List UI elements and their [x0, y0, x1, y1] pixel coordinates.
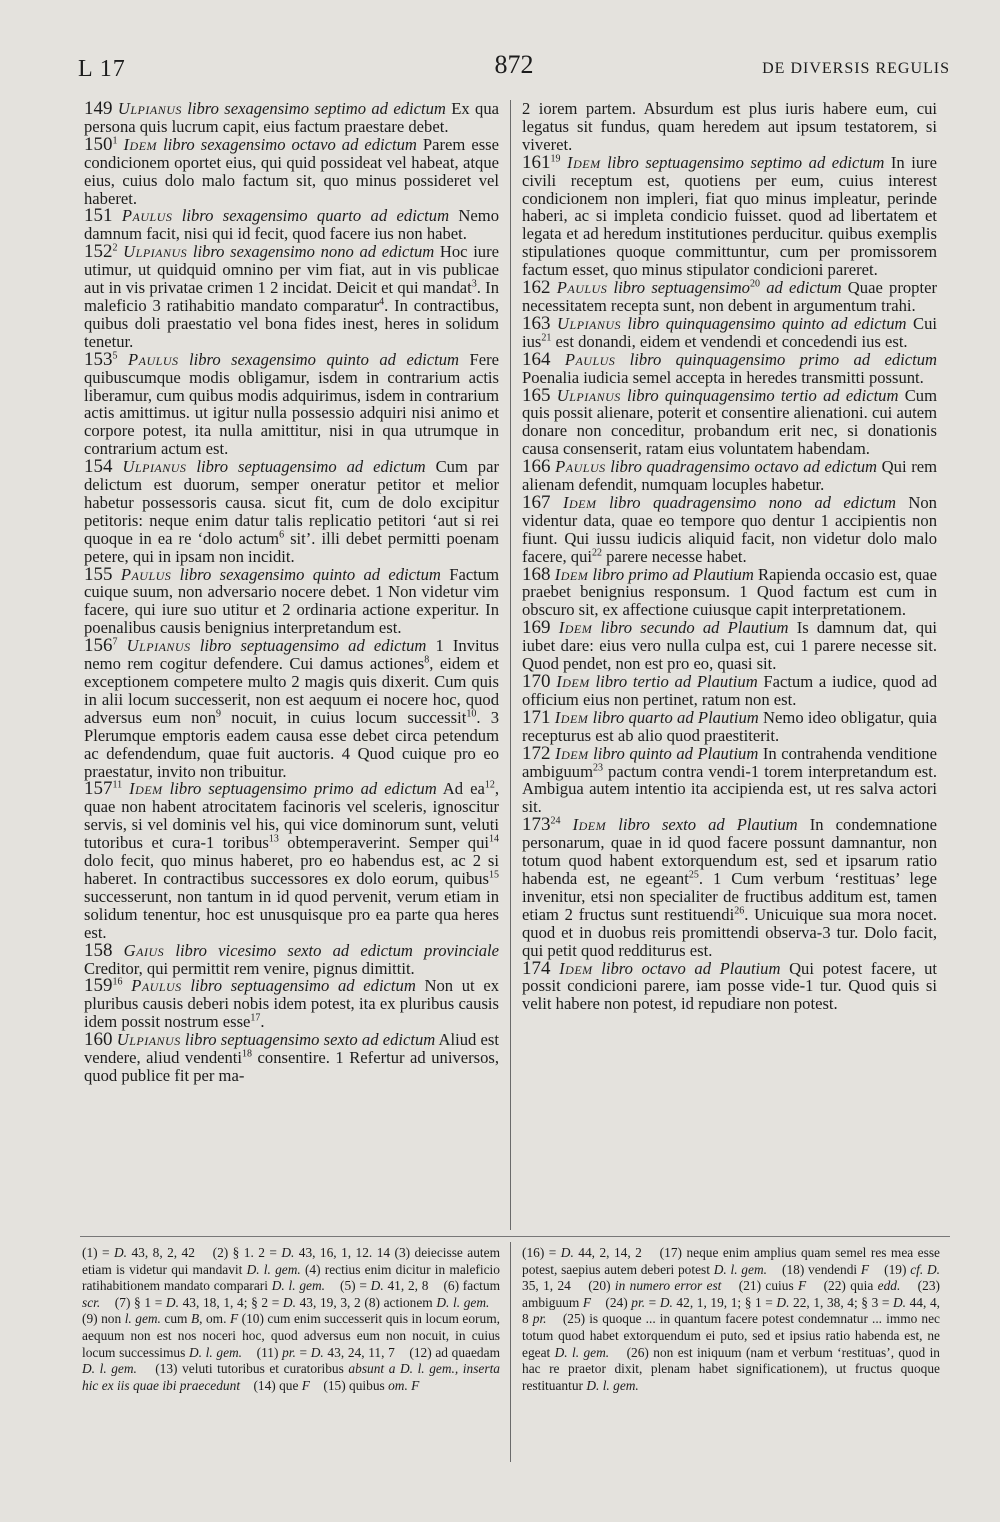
paragraph: $159^{16}$ Paulus libro septuagensimo ad edictum Non ut ex pluribus causis deberi nobis idem potest, ita ex pluribus causis idem possit nostrum esse$^{17}$.	[84, 975, 499, 1032]
footnote-rule	[80, 1236, 950, 1237]
book-reference: L 17	[78, 56, 126, 82]
paragraph: 160 Ulpianus libro septuagensimo sexto ad edictum Aliud est vendere, aliud vendenti$^{18}$ consentire. 1 Refertur ad universos, quod publice fit per ma-	[84, 1029, 499, 1085]
paragraph: 168 Idem libro primo ad Plautium Rapienda occasio est, quae praebet benignius responsum. 1 Quod factum est cum in obscuro sit, ex affectione cuiusque capit interpretationem.	[522, 563, 938, 620]
right-text-column	[522, 100, 937, 1013]
paragraph: 167 Idem libro quadragensimo nono ad edictum Non videntur data, quae eo tempore quo dentur 1 accipientis non fiunt. Qui iussu iudicis aliquid facit, non videtur dolo malo facere, qui$^{22}$ parere necesse habet.	[522, 491, 937, 566]
paragraph: 172 Idem libro quinto ad Plautium In contrahenda venditione ambiguum$^{23}$ pactum contra vendi-1 torem interpretandum est. Ambigua autem intentio ita accipienda est, ut res salva actori sit.	[522, 742, 937, 817]
footnotes-left	[82, 1245, 500, 1394]
footnote-divider	[510, 1242, 511, 1462]
paragraph: 162 Paulus libro septuagensimo$^{20}$ ad edictum Quae propter necessitatem recepta sunt, non debent in argumentum trahi.	[522, 277, 937, 315]
running-title: DE DIVERSIS REGULIS	[762, 60, 950, 77]
paragraph: 154 Ulpianus libro septuagensimo ad edictum Cum par delictum est duorum, semper oneratur petitor et melior habetur possessoris causa. sicut fit, cum de dolo excipitur petitoris: neque enim datur talis replicatio petitori ‘aut si rei quoque in ea re ‘dolo actum$^6$ sit’. illi debet permitti poenam petere, qui in ipsam non incidit.	[84, 456, 499, 566]
paragraph: $153^5$ Paulus libro sexagensimo quinto ad edictum Fere quibuscumque modis obligamur, isdem in contrarium actis liberamur, cum quibus modis adquirimus, isdem in contrarium actis amittimus. ut igitur nulla possessio adquiri nisi animo et corpore potest, ita nulla amittitur, nisi in qua utrumque in contrarium actum est.	[84, 348, 500, 459]
paragraph: 165 Ulpianus libro quinquagensimo tertio ad edictum Cum quis possit alienare, poterit et consentire alienationi. cui autem donare non conceditur, probandum erit nec, si donationis causa consenserit, ratam eius voluntatem habendam.	[522, 384, 937, 459]
paragraph: $161^{19}$ Idem libro septuagensimo septimo ad edictum In iure civili receptum est, quotiens per eum, cuius interest condicionem non impleri, fiat quo minus impleatur, perinde haberi, ac si impleta condicio fuisset. quod ad libertatem et legata et ad heredum institutiones perducitur. quibus exemplis stipulationes quoque committuntur, cum per promissorem factum esset, quo minus stipulator condicioni pareret.	[522, 151, 938, 280]
column-divider	[510, 100, 511, 1230]
paragraph: $152^2$ Ulpianus libro sexagensimo nono ad edictum Hoc iure utimur, ut quidquid omnino per vim fiat, aut in vis publicae aut in vis privatae crimen 1 2 incidat. Deicit et qui mandat$^3$. In maleficio 3 ratihabitio mandato comparatur$^4$. In contractibus, quibus doli praestatio vel bona fides inest, heres in solidum tenetur.	[84, 241, 499, 351]
paragraph: 2 iorem partem. Absurdum est plus iuris habere eum, cui legatus sit fundus, quam heredem aut ipsum testatorem, si viveret.	[522, 99, 937, 154]
paragraph: 158 Gaius libro vicesimo sexto ad edictum provinciale Creditor, qui permittit rem venire, pignus dimittit.	[84, 939, 500, 978]
paragraph: 171 Idem libro quarto ad Plautium Nemo ideo obligatur, quia recepturus est ab alio quod praestiterit.	[522, 706, 937, 745]
running-header	[78, 50, 950, 86]
paragraph: 149 Ulpianus libro sexagensimo septimo ad edictum Ex qua persona quis lucrum capit, eius factum praestare debet.	[84, 98, 499, 136]
paragraph: 151 Paulus libro sexagensimo quarto ad edictum Nemo damnum facit, nisi qui id fecit, quod facere ius non habet.	[84, 205, 499, 244]
paragraph: 164 Paulus libro quinquagensimo primo ad edictum Poenalia iudicia semel accepta in heredes transmitti possunt.	[522, 348, 937, 387]
paragraph: 155 Paulus libro sexagensimo quinto ad edictum Factum cuique suum, non adversario nocere debet. 1 Non videtur vim facere, qui iure suo utitur et 2 ordinaria actione experitur. In poenalibus causis benignius interpretandum est.	[84, 563, 499, 638]
paragraph: $173^{24}$ Idem libro sexto ad Plautium In condemnatione personarum, quae in id quod facere possunt damnantur, non totum quod habent extorquendum est, sed et ipsarum ratio habenda est, ne egeant$^{25}$. 1 Cum verbum ‘restituas’ lege invenitur, etsi non specialiter de fructibus additum est, tamen etiam 2 fructus sunt restituendi$^{26}$. Unicuique sua mora nocet. quod et in duobus reis promittendi observa-3 tur. Dolo facit, qui petit quod redditurus est.	[522, 814, 938, 960]
footnotes-right	[522, 1245, 940, 1394]
left-text-column	[84, 100, 499, 1085]
paragraph: $150^1$ Idem libro sexagensimo octavo ad edictum Parem esse condicionem oportet eius, qui quid possideat vel habeat, atque eius, cuius dolo malo factum sit, quo minus possideret vel haberet.	[84, 133, 499, 208]
paragraph: 163 Ulpianus libro quinquagensimo quinto ad edictum Cui ius$^{21}$ est donandi, eidem et vendendi et concedendi ius est.	[522, 312, 938, 351]
page-number: 872	[494, 50, 534, 79]
paragraph: 169 Idem libro secundo ad Plautium Is damnum dat, qui iubet dare: eius vero nulla culpa est, cui 1 parere necesse sit. Quod pendet, non est pro eo, quasi sit.	[522, 617, 937, 674]
paragraph: 170 Idem libro tertio ad Plautium Factum a iudice, quod ad officium eius non pertinet, ratum non est.	[522, 671, 937, 709]
paragraph: $156^7$ Ulpianus libro septuagensimo ad edictum 1 Invitus nemo rem cogitur defendere. Cui damus actiones$^8$, eidem et exceptionem competere multo 2 magis quis dixerit. Cum quis in alii locum successerit, non est aequum ei nocere hoc, quod adversus eum non$^9$ nocuit, in cuius locum successit$^{10}$. 3 Plerumque emptoris eadem causa esse debet circa petendum ac defendendum, quae fuit auctoris. 4 Quod cuique pro eo praestatur, invito non tribuitur.	[84, 635, 500, 781]
paragraph: 174 Idem libro octavo ad Plautium Qui potest facere, ut possit condicioni parere, iam posse vide-1 tur. Quod quis si velit habere non potest, id repudiare non potest.	[522, 957, 937, 1014]
paragraph: $157^{11}$ Idem libro septuagensimo primo ad edictum Ad $ea^{12}$, quae non habent atrocitatem facinoris vel sceleris, ignoscitur servis, si vel dominis vel his, qui vice dominorum sunt, veluti tutoribus et cura-1 toribus$^{13}$ obtemperaverint. Semper qui$^{14}$ dolo fecit, quo minus haberet, pro eo habendus est, ac 2 si haberet. In contractibus successores ex dolo eorum, quibus$^{15}$ successerunt, non tantum in id quod pervenit, verum etiam in solidum tenentur, hoc est unusquisque pro ea parte qua heres est.	[84, 778, 499, 942]
paragraph: 166 Paulus libro quadragensimo octavo ad edictum Qui rem alienam defendit, numquam locuples habetur.	[522, 456, 937, 495]
footnote-block: (1) = D. 43, 8, 2, 42 (2) § 1. 2 = D. 43, 16, 1, 12. 14 (3) deiecisse autem etiam is videtur qui mandavit D. l. gem. (4) rectius enim dicitur in maleficio ratihabitionem mandato comparari D. l. gem. (5) = D. 41, 2, 8 (6) factum scr. (7) § 1 = D. 43, 18, 1, 4; § 2 = D. 43, 19, 3, 2 (8) actionem D. l. gem. (9) non l. gem. cum B, om. F (10) cum enim successerit quis in locum eorum, aequum non est nos noceri hoc, quod adversus eum non nocuit, in cuius locum successimus D. l. gem. (11) pr. = D. 43, 24, 11, 7 (12) ad quaedam D. l. gem. (13) veluti tutoribus et curatoribus absunt a D. l. gem., inserta hic ex iis quae ibi praecedunt (14) que F (15) quibus om. F	[82, 1245, 501, 1393]
footnote-block: (16) = D. 44, 2, 14, 2 (17) neque enim amplius quam semel res mea esse potest, saepius autem deberi potest D. l. gem. (18) vendendi F (19) cf. D. 35, 1, 24 (20) in numero error est (21) cuius F (22) quia edd. (23) ambiguum F (24) pr. = D. 42, 1, 19, 1; § 1 = D. 22, 1, 38, 4; § 3 = D. 44, 4, 8 pr. (25) is quoque ... in quantum facere potest condemnatur ... immo nec totum quod habet extorquendum ei puto, sed et ipsius ratio habenda est, ne egeat D. l. gem. (26) non est iniquum (nam et verbum ‘restituas’, quod in hac re praetor dixit, plenam habet significationem), ut fructus quoque restituantur D. l. gem.	[522, 1245, 940, 1393]
